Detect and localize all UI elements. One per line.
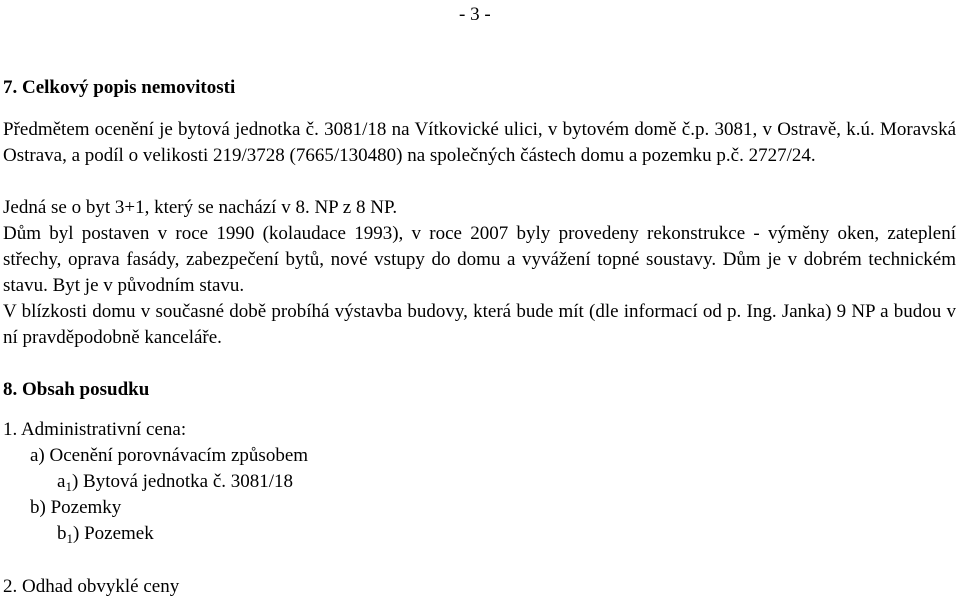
section-7-paragraph-building: Dům byl postaven v roce 1990 (kolaudace 1993), v roce 2007 byly provedeny rekonstrukce - výměny oken, zateplení střechy, oprava fasády, zabezpečení bytů, nové vstupy do domu a vyvážení topné soustavy. Dům je v dobrém technickém stavu. Byt je v původním stavu. xyxy=(3,223,956,296)
contents-item-plot xyxy=(57,521,154,547)
contents-item-administrative-price: 1. Administrativní cena: xyxy=(3,419,187,440)
item-letter: b xyxy=(57,523,67,544)
item-subscript: 1 xyxy=(66,531,73,546)
page-number: - 3 - xyxy=(459,4,491,25)
contents-item-usual-price-estimate: 2. Odhad obvyklé ceny xyxy=(3,576,180,597)
section-8-heading: 8. Obsah posudku xyxy=(3,379,150,400)
section-7-heading: 7. Celkový popis nemovitosti xyxy=(3,77,236,98)
item-label: ) Pozemek xyxy=(73,523,154,544)
section-7-paragraph-subject: Předmětem ocenění je bytová jednotka č. 3081/18 na Vítkovické ulici, v bytovém domě č.p. 3081, v Ostravě, k.ú. Moravská Ostrava, a podíl o velikosti 219/3728 (7665/130480) na společných částech domu a pozemku p.č. 2727/24. xyxy=(3,119,956,166)
contents-item-flat-unit xyxy=(57,469,293,495)
contents-item-comparative-valuation: a) Ocenění porovnávacím způsobem xyxy=(30,445,309,466)
section-7-paragraph-surroundings: V blízkosti domu v současné době probíhá výstavba budovy, která bude mít (dle informací od p. Ing. Janka) 9 NP a budou v ní pravděpodobně kanceláře. xyxy=(3,301,956,348)
contents-item-land: b) Pozemky xyxy=(30,497,122,518)
section-7-flat-description: Jedná se o byt 3+1, který se nachází v 8. NP z 8 NP. xyxy=(3,197,398,218)
item-label: ) Bytová jednotka č. 3081/18 xyxy=(71,471,294,492)
item-subscript: 1 xyxy=(65,479,72,494)
item-letter: a xyxy=(57,471,66,492)
